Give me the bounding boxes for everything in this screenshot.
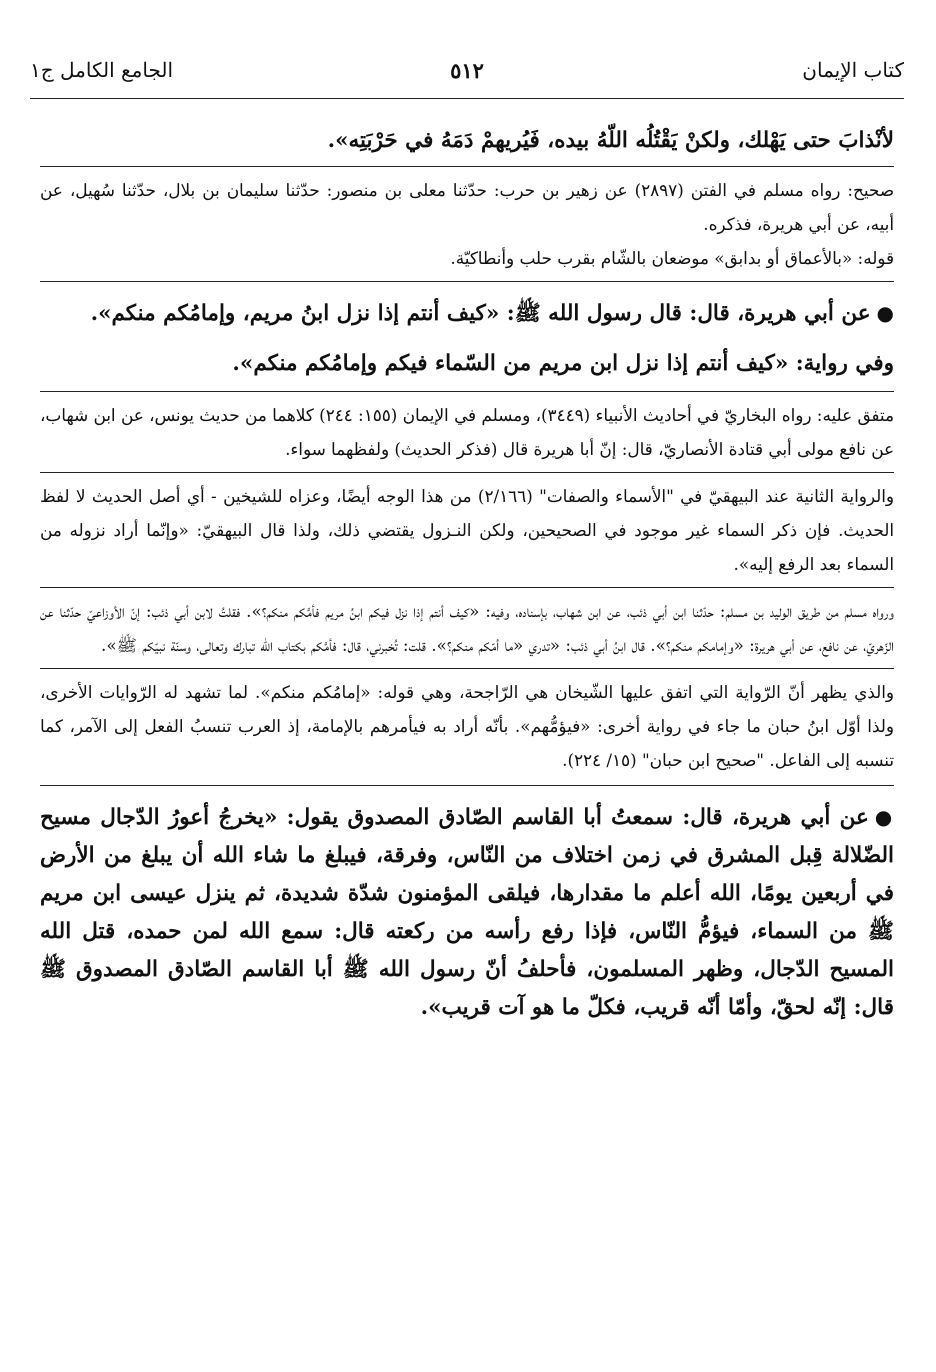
bullet-icon: ● bbox=[876, 301, 894, 325]
divider bbox=[40, 587, 894, 588]
hadith-continuation: لأنْذابَ حتى يَهْلك، ولكنْ يَقْتُلُه اللّهُ بيده، فَيُريهمْ دَمَهُ في حَرْبَتِه». bbox=[327, 128, 894, 153]
divider bbox=[40, 281, 894, 282]
takhrij-note: متفق عليه: رواه البخاريّ في أحاديث الأنبياء (٣٤٤٩)، ومسلم في الإيمان (١٥٥: ٢٤٤) كلاهما من حديث يونس، عن ابن شهاب، عن نافع مولى أبي قتادة الأنصاريّ، قال: إنّ أبا هريرة قال (فذكر الحديث) ولفظهما سواء. bbox=[40, 405, 894, 459]
divider bbox=[40, 472, 894, 473]
page-header bbox=[30, 58, 904, 99]
divider bbox=[40, 166, 894, 167]
hadith-text bbox=[40, 294, 894, 333]
hadith-body: عن أبي هريرة، قال: قال رسول الله ﷺ: «كيف أنتم إذا نزل ابنُ مريم، وإمامُكم منكم». bbox=[90, 301, 871, 326]
divider bbox=[40, 785, 894, 786]
header-page-number: ٥١٢ bbox=[450, 58, 484, 83]
divider bbox=[40, 391, 894, 392]
header-book-part: كتاب الإيمان bbox=[802, 58, 904, 82]
commentary-note: والرواية الثانية عند البيهقيّ في "الأسماء والصفات" (٢/١٦٦) من هذا الوجه أيضًا، وعزاه للشيخين - أي أصل الحديث لا لفظ الحديث. فإن ذكر السماء غير موجود في الصحيحين، ولكن النـزول يقتضي ذلك، ولذا قال البيهقيّ: «وإنّما أراد نزوله من السماء بعد الرفع إليه». bbox=[40, 486, 894, 574]
bullet-icon: ● bbox=[874, 805, 894, 829]
header-collection-title: الجامع الكامل ج١ bbox=[30, 58, 174, 82]
commentary-note: والذي يظهر أنّ الرّواية التي اتفق عليها الشّيخان هي الرّاجحة، وهي قوله: «إمامُكم منكم». لما تشهد له الرّوايات الأخرى، ولذا أوّل ابنُ حبان ما جاء في رواية أخرى: «فيؤمُّهم». بأنّه أراد به فيأمرهم بالإمامة، إذ العرب تنسبُ الفعل إلى الآمر، كما تنسبه إلى الفاعل. "صحيح ابن حبان" (١٥/ ٢٢٤). bbox=[40, 682, 894, 770]
takhrij-note: صحيح: رواه مسلم في الفتن (٢٨٩٧) عن زهير بن حرب: حدّثنا معلى بن منصور: حدّثنا سليمان بن بلال، حدّثنا سُهيل، عن أبيه، عن أبي هريرة، فذكره. bbox=[40, 180, 894, 234]
commentary-note: ورواه مسلم من طريق الوليد بن مسلم: حدّثنا ابن أبي ذئب، عن ابن شهاب، بإسناده، وفيه: «كيف أنتم إذا نزل فيكم ابنُ مريم فأمَّكم منكم؟». فقلتُ لابن أبي ذئب: إنّ الأوزاعيّ حدّثنا عن الزّهريّ، عن نافع، عن أبي هريرة: «وإمامكم منكم؟». قال ابنُ أبي ذئب: «تدري «ما أمّكم منكم؟». قلت: تُخبرني، قال: فأمَّكم بكتاب الله تبارك وتعالى، وسنّة نبيّكم ﷺ». bbox=[40, 601, 894, 655]
hadith-text bbox=[40, 798, 894, 1027]
page-content bbox=[40, 122, 894, 1027]
hadith-variant: وفي رواية: «كيف أنتم إذا نزل ابن مريم من السّماء فيكم وإمامُكم منكم». bbox=[232, 351, 894, 376]
explanation-note: قوله: «بالأعماق أو بدابق» موضعان بالشّام بقرب حلب وأنطاكيّة. bbox=[450, 248, 894, 268]
divider bbox=[40, 668, 894, 669]
hadith-body: عن أبي هريرة، قال: سمعتُ أبا القاسم الصّادق المصدوق يقول: «يخرجُ أعورُ الدّجال مسيح الضّلالة قِبل المشرق في زمن اختلاف من النّاس، وفرقة، فيبلغ ما شاء الله أن يبلغ من الأرض في أربعين يومًا، الله أعلم ما مقدارها، فيلقى المؤمنون شدّة شديدة، ثم ينزل عيسى ابن مريم ﷺ من السماء، فيؤمُّ النّاس، فإذا رفع رأسه من ركعته قال: سمع الله لمن حمده، قتل الله المسيح الدّجال، وظهر المسلمون، فأحلفُ أنّ رسول الله ﷺ أبا القاسم الصّادق المصدوق ﷺ قال: إنّه لحقّ، وأمّا أنّه قريب، فكلّ ما هو آت قريب». bbox=[40, 805, 894, 1020]
